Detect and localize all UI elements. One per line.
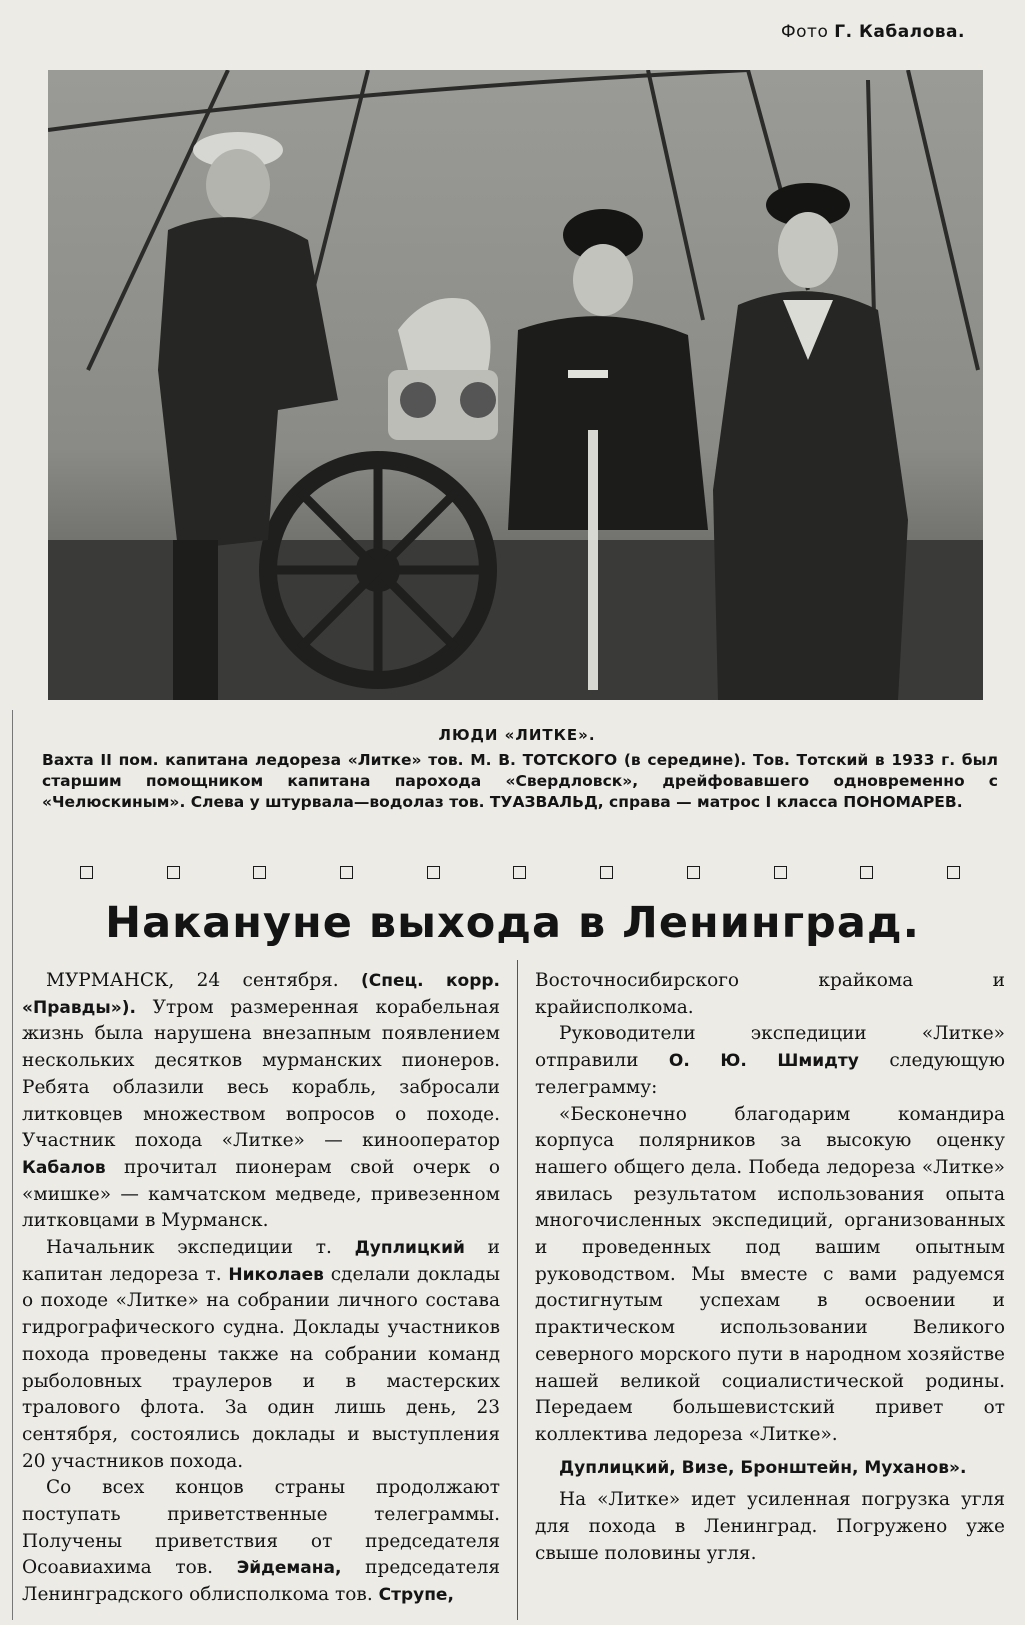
photo-caption bbox=[22, 726, 1012, 813]
separator-square bbox=[947, 866, 960, 879]
separator-square bbox=[167, 866, 180, 879]
separator-squares bbox=[80, 866, 960, 879]
paragraph-text: и капитан ледореза т. bbox=[22, 1237, 500, 1285]
person-name: О. Ю. Шмидту bbox=[668, 1051, 859, 1072]
separator-square bbox=[340, 866, 353, 879]
paragraph-text: председателя Ленинградского облисполкома тов. bbox=[22, 1557, 500, 1606]
left-margin-rule bbox=[12, 710, 13, 1620]
paragraph-text: Начальник экспедиции т. bbox=[46, 1237, 332, 1259]
paragraph-text: Руководители экспедиции «Литке» отправили bbox=[535, 1023, 1005, 1072]
article-paragraph: Восточносибирского крайкома и крайисполкома. bbox=[535, 970, 1005, 1018]
photo-credit bbox=[781, 22, 965, 42]
person-name: Кабалов bbox=[22, 1157, 106, 1178]
article-paragraph bbox=[22, 1475, 500, 1609]
paragraph-text: Со всех концов страны продолжают поступать приветственные телеграммы. Получены приветствия от председателя Осоавиахима тов. bbox=[22, 1477, 500, 1579]
person-name: Дуплицкий bbox=[354, 1238, 465, 1259]
article-paragraph: На «Литке» идет усиленная погрузка угля для похода в Ленинград. Погружено уже свыше половины угля. bbox=[535, 1489, 1005, 1564]
paragraph-text: прочитал пионерам свой очерк о «мишке» — камчатском медведе, привезенном литковцами в Мурманск. bbox=[22, 1156, 500, 1232]
person-name: Эйдемана, bbox=[236, 1558, 342, 1579]
separator-square bbox=[513, 866, 526, 879]
paragraph-text: Утром размеренная корабельная жизнь была нарушена внезапным появлением нескольких десятков мурманских пионеров. Ребята облазили весь корабль, забросали литковцев множеством вопросов о походе. Участник похода «Литке» — кинооператор bbox=[22, 996, 500, 1152]
separator-square bbox=[80, 866, 93, 879]
paragraph-text: сделали доклады о походе «Литке» на собрании личного состава гидрографического судна. Доклады участников похода проведены также на собрании команд рыболовных траулеров и в мастерских тралового флота. За один лишь день, 23 сентября, состоялись доклады и выступления 20 участников похода. bbox=[22, 1263, 500, 1472]
crew-photo-illustration bbox=[48, 70, 983, 700]
separator-square bbox=[600, 866, 613, 879]
article-paragraph bbox=[22, 968, 500, 1235]
crew-photo bbox=[48, 70, 983, 700]
article-paragraph bbox=[22, 1235, 500, 1475]
article-right-column bbox=[535, 968, 1005, 1567]
person-name: Струпе, bbox=[378, 1585, 454, 1606]
person-name: Николаев bbox=[228, 1264, 324, 1285]
article-paragraph bbox=[535, 1021, 1005, 1101]
caption-title: ЛЮДИ «ЛИТКЕ». bbox=[438, 726, 596, 744]
separator-square bbox=[253, 866, 266, 879]
caption-text: Вахта II пом. капитана ледореза «Литке» тов. М. В. ТОТСКОГО (в середине). Тов. Тотский в 1933 г. был старшим помощником капитана парохода «Свердловск», дрейфовавшего одновременно с «Челюскиным». Слева у штурвала—водолаз тов. ТУАЗВАЛЬД, справа — матрос I класса ПОНОМАРЕВ. bbox=[42, 751, 998, 811]
separator-square bbox=[860, 866, 873, 879]
telegram-signature: Дуплицкий, Визе, Бронштейн, Муханов». bbox=[559, 1457, 967, 1478]
photo-credit-prefix: Фото bbox=[781, 22, 829, 42]
ship-wheel bbox=[268, 460, 488, 680]
article-left-column bbox=[22, 968, 500, 1609]
source-credit: (Спец. корр. «Правды»). bbox=[22, 971, 500, 1018]
article-headline: Накануне выхода в Ленинград. bbox=[105, 898, 920, 948]
paragraph-text: следующую телеграмму: bbox=[535, 1050, 1005, 1098]
separator-square bbox=[687, 866, 700, 879]
separator-square bbox=[427, 866, 440, 879]
photo-credit-author: Г. Кабалова. bbox=[834, 22, 965, 42]
telegram-text: «Бесконечно благодарим командира корпуса полярников за высокую оценку нашего общего дела. Победа ледореза «Литке» явилась результатом использования опыта многочисленных экспедиций, организованных и проведенных под вашим опытным руководством. Мы вместе с вами радуемся достигнутым успехам в освоении и практическом использовании Великого северного морского пути в народном хозяйстве нашей великой социалистической родины. Передаем большевистский привет от коллектива ледореза «Литке». bbox=[535, 1103, 1005, 1445]
column-divider bbox=[517, 960, 518, 1620]
separator-square bbox=[774, 866, 787, 879]
dateline: МУРМАНСК, 24 сентября. bbox=[46, 970, 339, 991]
